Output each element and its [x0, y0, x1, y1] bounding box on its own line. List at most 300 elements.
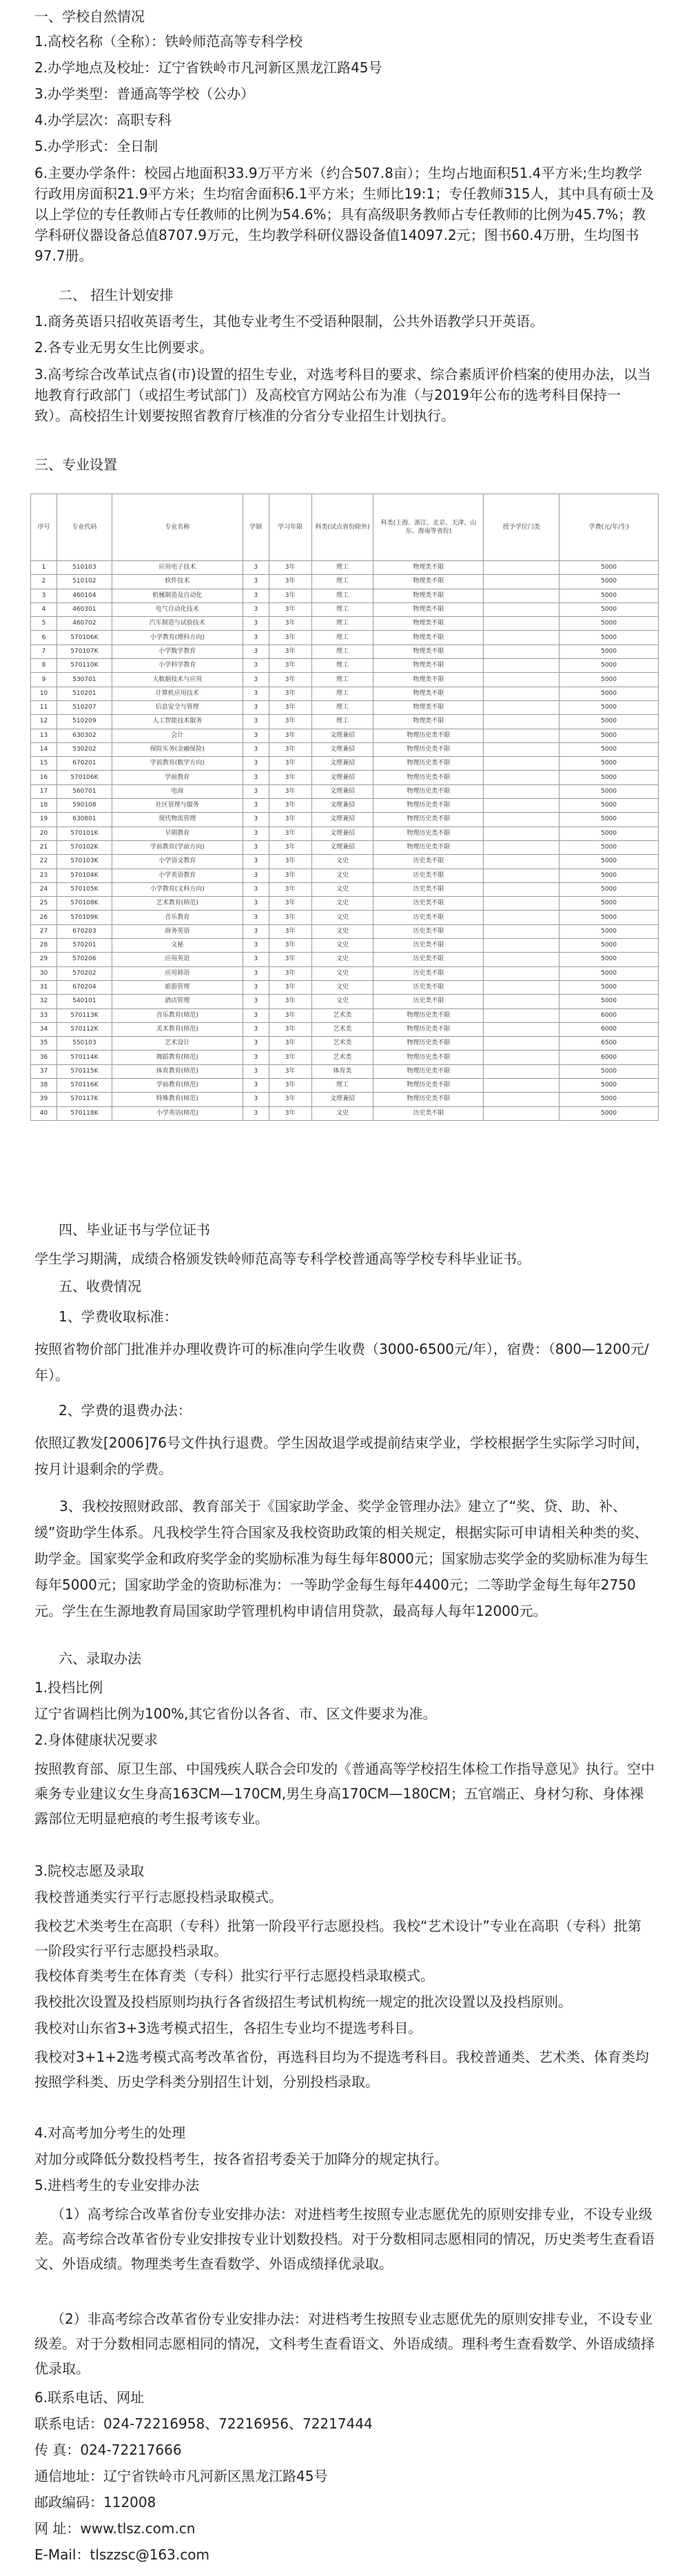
table-cell: 物理历史类不限 [373, 784, 484, 798]
table-cell: 5000 [560, 589, 659, 602]
table-cell: 3 [243, 700, 269, 714]
table-cell: 物理类不限 [373, 687, 484, 700]
table-row [31, 924, 659, 938]
table-cell: 3 [243, 687, 269, 700]
table-cell: 590108 [57, 799, 112, 813]
table-row [31, 869, 659, 882]
table-cell: 理工 [311, 561, 373, 575]
table-cell: 物理类不限 [373, 561, 484, 575]
table-cell [484, 1093, 560, 1106]
table-cell: 3 [243, 645, 269, 658]
table-cell: 物理历史类不限 [373, 1064, 484, 1078]
major-table-header [31, 494, 659, 561]
table-cell: 物理类不限 [373, 631, 484, 645]
major-table [30, 494, 659, 1121]
table-cell: 3年 [269, 995, 311, 1008]
table-cell: 汽车制造与试验技术 [112, 617, 243, 631]
table-cell: 文史 [311, 869, 373, 882]
ratio-heading: 1.投档比例 [34, 1679, 103, 1696]
table-row [31, 953, 659, 966]
table-cell: 26 [31, 911, 57, 924]
tuition-heading: 1、学费收取标准： [59, 1308, 178, 1325]
table-cell: 3年 [269, 602, 311, 616]
table-cell: 570103K [57, 855, 112, 869]
table-cell: 理工 [311, 602, 373, 616]
table-cell: 630801 [57, 813, 112, 826]
table-cell [484, 897, 560, 911]
volunteer-heading: 3.院校志愿及录取 [34, 1863, 145, 1879]
table-cell [484, 1037, 560, 1051]
table-cell: 3年 [269, 771, 311, 784]
table-cell: 物理类不限 [373, 659, 484, 673]
major-table-header-cell: 专业名称 [112, 494, 243, 561]
table-cell: 3 [243, 869, 269, 882]
arrangement-reform: （1）高考综合改革省份专业安排办法：对进档考生按照专业志愿优先的原则安排专业，不设专业级差。高考综合改革省份专业安排按专业计划数投档。对于分数相同志愿相同的情况，历史类考生查看语文、外语成绩。物理类考生查看数学、外语成绩择优录取。 [34, 2206, 655, 2272]
table-cell: 3年 [269, 729, 311, 742]
table-cell: 历史类不限 [373, 1106, 484, 1120]
table-cell: 7 [31, 645, 57, 658]
major-table-body [31, 561, 659, 1121]
table-cell: 5000 [560, 966, 659, 980]
table-cell: 物理历史类不限 [373, 1078, 484, 1092]
table-cell: 3年 [269, 1008, 311, 1022]
table-row [31, 784, 659, 798]
table-cell: 物理历史类不限 [373, 729, 484, 742]
table-row [31, 813, 659, 826]
table-cell: 物理类不限 [373, 617, 484, 631]
major-table-header-cell: 序号 [31, 494, 57, 561]
table-cell: 理工 [311, 645, 373, 658]
table-cell: 5000 [560, 757, 659, 771]
table-cell [484, 673, 560, 687]
table-cell: 12 [31, 715, 57, 729]
table-row [31, 645, 659, 658]
certificate-text: 学生学习期满，成绩合格颁发铁岭师范高等专科学校普通高等学校专科毕业证书。 [34, 1250, 531, 1267]
table-cell: 3年 [269, 1093, 311, 1106]
table-cell: 5 [31, 617, 57, 631]
table-cell: 8 [31, 659, 57, 673]
table-cell: 物理历史类不限 [373, 813, 484, 826]
table-cell: 3年 [269, 924, 311, 938]
table-cell: 物理历史类不限 [373, 799, 484, 813]
table-cell: 3 [243, 1022, 269, 1036]
table-cell: 570117K [57, 1093, 112, 1106]
table-cell: 艺术教育(师范) [112, 897, 243, 911]
table-cell: 6500 [560, 1037, 659, 1051]
table-cell: 3年 [269, 784, 311, 798]
school-name: 1.高校名称（全称）：铁岭师范高等专科学校 [34, 33, 303, 50]
table-cell: 物理历史类不限 [373, 757, 484, 771]
table-cell: 历史类不限 [373, 897, 484, 911]
table-cell [484, 869, 560, 882]
table-cell [484, 1106, 560, 1120]
table-cell: 29 [31, 953, 57, 966]
table-cell: 3 [243, 729, 269, 742]
table-cell: 现代物流管理 [112, 813, 243, 826]
table-cell: 舞蹈教育(师范) [112, 1051, 243, 1064]
table-cell: 3 [243, 742, 269, 756]
table-cell: 3年 [269, 980, 311, 994]
table-cell: 5000 [560, 882, 659, 896]
volunteer-art: 我校艺术类考生在高职（专科）批第一阶段平行志愿投档。我校“艺术设计”专业在高职（专科）批第一阶段实行平行志愿投档录取。 [34, 1918, 642, 1959]
table-cell: 3 [243, 673, 269, 687]
table-cell: 5000 [560, 953, 659, 966]
table-cell: 3 [243, 1064, 269, 1078]
refund-heading: 2、学费的退费办法： [59, 1402, 192, 1419]
table-cell: 3 [243, 1106, 269, 1120]
table-cell [484, 799, 560, 813]
table-cell: 学前教育(师范) [112, 1078, 243, 1092]
table-cell: 保险实务(金融保险) [112, 742, 243, 756]
table-cell: 会计 [112, 729, 243, 742]
table-cell: 物理类不限 [373, 673, 484, 687]
table-cell: 5000 [560, 869, 659, 882]
table-row [31, 589, 659, 602]
volunteer-general: 我校普通类实行平行志愿投档录取模式。 [34, 1889, 283, 1905]
table-cell: 早期教育 [112, 826, 243, 840]
table-cell [484, 771, 560, 784]
table-cell: 39 [31, 1093, 57, 1106]
table-cell: 应用电子技术 [112, 561, 243, 575]
table-cell: 物理历史类不限 [373, 1037, 484, 1051]
table-cell: 文史 [311, 897, 373, 911]
table-cell: 文史 [311, 980, 373, 994]
table-cell: 23 [31, 869, 57, 882]
table-cell: 体育类 [311, 1064, 373, 1078]
table-row [31, 729, 659, 742]
refund-text: 依照辽教发[2006]76号文件执行退费。学生因故退学或提前结束学业，学校根据学生实际学习时间，按月计退剩余的学费。 [34, 1434, 649, 1477]
table-cell: 小学语文教育 [112, 855, 243, 869]
table-cell: 5000 [560, 687, 659, 700]
table-cell [484, 645, 560, 658]
table-cell [484, 602, 560, 616]
section-3-title: 三、专业设置 [34, 456, 117, 473]
section-5-title: 五、收费情况 [59, 1278, 141, 1295]
table-cell [484, 939, 560, 953]
table-row [31, 1106, 659, 1120]
table-cell [484, 966, 560, 980]
table-cell: 3年 [269, 953, 311, 966]
table-cell: 3 [243, 617, 269, 631]
contact-website[interactable]: 网 址：www.tlsz.com.cn [34, 2520, 196, 2537]
table-cell: 14 [31, 742, 57, 756]
table-cell: 9 [31, 673, 57, 687]
table-cell: 3 [243, 966, 269, 980]
table-cell [484, 757, 560, 771]
table-cell: 32 [31, 995, 57, 1008]
table-cell: 3 [243, 939, 269, 953]
section-4-title: 四、毕业证书与学位证书 [59, 1221, 210, 1238]
table-cell: 物理类不限 [373, 575, 484, 589]
table-cell: 5000 [560, 799, 659, 813]
table-cell: 小学英语(师范) [112, 1106, 243, 1120]
table-cell: 理工 [311, 617, 373, 631]
table-cell: 小学教育(文科方向) [112, 882, 243, 896]
table-cell: 15 [31, 757, 57, 771]
table-cell [484, 826, 560, 840]
contact-phone: 联系电话：024-72216958、72216956、72217444 [34, 2415, 373, 2432]
table-cell: 3 [243, 840, 269, 854]
table-cell: 570104K [57, 869, 112, 882]
table-cell: 510103 [57, 561, 112, 575]
table-cell: 460301 [57, 602, 112, 616]
table-cell: 6 [31, 631, 57, 645]
table-cell: 历史类不限 [373, 939, 484, 953]
table-cell: 大数据技术与应用 [112, 673, 243, 687]
major-table-header-cell: 学制 [243, 494, 269, 561]
contact-email[interactable]: E-Mail：tlszzsc@163.com [34, 2546, 209, 2563]
table-cell: 3年 [269, 840, 311, 854]
table-row [31, 897, 659, 911]
table-cell: 24 [31, 882, 57, 896]
table-cell: 5000 [560, 897, 659, 911]
table-cell: 物理类不限 [373, 700, 484, 714]
table-cell: 文史 [311, 953, 373, 966]
contact-heading: 6.联系电话、网址 [34, 2389, 145, 2406]
table-cell: 670204 [57, 980, 112, 994]
table-cell [484, 953, 560, 966]
table-cell: 文理兼招 [311, 771, 373, 784]
plan-reform: 3.高考综合改革试点省(市)设置的招生专业，对选考科目的要求、综合素质评价档案的使用办法，以当地教育行政部门（或招生考试部门）及高校官方网站公布为准（与2019年公布的选考科目保持一致）。高校招生计划要按照省教育厅核准的分省分专业招生计划执行。 [34, 366, 651, 424]
table-cell: 人工智能技术服务 [112, 715, 243, 729]
table-row [31, 602, 659, 616]
table-cell: 3 [243, 1093, 269, 1106]
table-cell: 5000 [560, 645, 659, 658]
table-cell: 3 [243, 813, 269, 826]
table-cell: 文理兼招 [311, 813, 373, 826]
table-cell: 6000 [560, 1008, 659, 1022]
table-row [31, 980, 659, 994]
table-cell: 小学科学教育 [112, 659, 243, 673]
table-cell: 艺术类 [311, 1008, 373, 1022]
table-cell: 460104 [57, 589, 112, 602]
health-heading: 2.身体健康状况要求 [34, 1732, 158, 1748]
table-cell: 36 [31, 1051, 57, 1064]
table-row [31, 966, 659, 980]
table-cell: 11 [31, 700, 57, 714]
plan-english: 1.商务英语只招收英语考生，其他专业考生不受语种限制，公共外语教学只开英语。 [34, 313, 544, 329]
table-cell [484, 1022, 560, 1036]
table-cell: 计算机应用技术 [112, 687, 243, 700]
table-row [31, 911, 659, 924]
table-cell [484, 729, 560, 742]
table-cell: 音乐教育(师范) [112, 1008, 243, 1022]
table-cell: 艺术设计 [112, 1037, 243, 1051]
table-cell: 小学数学教育 [112, 645, 243, 658]
table-cell: 3年 [269, 966, 311, 980]
table-row [31, 1051, 659, 1064]
table-cell: 3年 [269, 631, 311, 645]
table-cell: 3年 [269, 869, 311, 882]
ratio-text: 辽宁省调档比例为100%,其它省份以各省、市、区文件要求为准。 [34, 1705, 437, 1722]
table-cell: 3 [243, 826, 269, 840]
table-cell: 文秘 [112, 939, 243, 953]
table-cell: 文理兼招 [311, 826, 373, 840]
table-cell: 历史类不限 [373, 953, 484, 966]
table-cell: 3 [243, 980, 269, 994]
major-table-header-cell: 授予学位门类 [484, 494, 560, 561]
table-cell: 理工 [311, 575, 373, 589]
table-cell: 5000 [560, 715, 659, 729]
table-cell: 5000 [560, 911, 659, 924]
table-cell: 5000 [560, 855, 659, 869]
table-cell [484, 1064, 560, 1078]
table-row [31, 575, 659, 589]
table-cell: 物理类不限 [373, 589, 484, 602]
table-cell: 电气自动化技术 [112, 602, 243, 616]
health-text: 按照教育部、原卫生部、中国残疾人联合会印发的《普通高等学校招生体检工作指导意见》执行。空中乘务专业建议女生身高163CM—170CM,男生身高170CM—180CM；五官端正、身材匀称、身体裸露部位无明显疤痕的考生报考该专业。 [34, 1761, 655, 1827]
table-cell: 3 [243, 995, 269, 1008]
table-cell [484, 742, 560, 756]
table-cell: 570201 [57, 939, 112, 953]
table-cell: 530701 [57, 673, 112, 687]
table-cell [484, 813, 560, 826]
table-cell: 3年 [269, 742, 311, 756]
table-cell: 510201 [57, 687, 112, 700]
table-cell: 物理历史类不限 [373, 1008, 484, 1022]
table-cell: 3年 [269, 589, 311, 602]
table-cell: 460702 [57, 617, 112, 631]
table-cell: 3年 [269, 1022, 311, 1036]
table-cell: 3年 [269, 897, 311, 911]
table-cell: 3 [243, 575, 269, 589]
table-cell: 3 [243, 659, 269, 673]
table-row [31, 1037, 659, 1051]
table-cell: 510102 [57, 575, 112, 589]
table-cell: 3 [243, 784, 269, 798]
major-table-header-cell: 科类(试点省份除外) [311, 494, 373, 561]
table-cell: 学前教育 [112, 771, 243, 784]
table-cell: 信息安全与管理 [112, 700, 243, 714]
table-cell: 3年 [269, 700, 311, 714]
table-cell: 5000 [560, 602, 659, 616]
table-row [31, 1064, 659, 1078]
table-cell [484, 1078, 560, 1092]
table-cell: 5000 [560, 813, 659, 826]
table-row [31, 826, 659, 840]
table-cell: 3 [243, 882, 269, 896]
table-cell: 文理兼招 [311, 784, 373, 798]
table-cell: 艺术类 [311, 1037, 373, 1051]
table-cell [484, 631, 560, 645]
table-cell: 3年 [269, 826, 311, 840]
table-cell: 16 [31, 771, 57, 784]
table-cell: 6000 [560, 1022, 659, 1036]
table-row [31, 771, 659, 784]
table-cell: 机械制造及自动化 [112, 589, 243, 602]
table-cell: 社区管理与服务 [112, 799, 243, 813]
table-cell: 旅游管理 [112, 980, 243, 994]
school-conditions: 6.主要办学条件：校园占地面积33.9万平方米（约合507.8亩）；生均占地面积51.4平方米;生均教学行政用房面积21.9平方米；生均宿舍面积6.1平方米；生师比19:1；专任教师315人，其中具有硕士及以上学位的专任教师占专任教师的比例为54.6%；具有高级职务教师占专任教师的比例为45.7%；教学科研仪器设备总值8707.9万元，生均教学科研仪器设备值14097.2元；图书60.4万册，生均图书97.7册。 [34, 165, 655, 264]
section-6-title: 六、录取办法 [59, 1650, 141, 1667]
arrangement-heading: 5.进档考生的专业安排办法 [34, 2177, 200, 2193]
major-table-header-cell: 专业代码 [57, 494, 112, 561]
table-cell: 3 [243, 715, 269, 729]
table-cell: 670203 [57, 924, 112, 938]
table-cell: 理工 [311, 687, 373, 700]
table-cell: 510207 [57, 700, 112, 714]
table-row [31, 631, 659, 645]
table-cell [484, 995, 560, 1008]
table-cell: 3 [243, 771, 269, 784]
table-cell: 5000 [560, 784, 659, 798]
table-cell: 物理历史类不限 [373, 1022, 484, 1036]
major-table-header-cell: 学习年限 [269, 494, 311, 561]
table-cell: 文理兼招 [311, 1093, 373, 1106]
table-cell: 历史类不限 [373, 995, 484, 1008]
table-cell [484, 575, 560, 589]
table-row [31, 561, 659, 575]
table-row [31, 617, 659, 631]
table-cell: 3 [243, 1051, 269, 1064]
table-cell [484, 855, 560, 869]
table-cell: 3年 [269, 561, 311, 575]
contact-address: 通信地址：辽宁省铁岭市凡河新区黑龙江路45号 [34, 2468, 328, 2484]
table-cell [484, 700, 560, 714]
school-address: 2.办学地点及校址：辽宁省铁岭市凡河新区黑龙江路45号 [34, 59, 382, 76]
table-cell [484, 840, 560, 854]
table-cell: 3年 [269, 882, 311, 896]
table-cell: 5000 [560, 575, 659, 589]
table-cell: 570116K [57, 1078, 112, 1092]
table-row [31, 799, 659, 813]
table-cell: 38 [31, 1078, 57, 1092]
table-cell: 电商 [112, 784, 243, 798]
table-cell [484, 1008, 560, 1022]
table-cell: 18 [31, 799, 57, 813]
table-cell: 理工 [311, 631, 373, 645]
table-cell: 17 [31, 784, 57, 798]
table-cell: 3年 [269, 617, 311, 631]
table-cell: 体育教育(师范) [112, 1064, 243, 1078]
table-cell: 570108K [57, 897, 112, 911]
table-cell: 3年 [269, 687, 311, 700]
table-cell: 文史 [311, 1106, 373, 1120]
table-cell [484, 561, 560, 575]
table-cell: 3年 [269, 939, 311, 953]
table-cell: 3年 [269, 645, 311, 658]
table-cell: 5000 [560, 1093, 659, 1106]
table-cell [484, 617, 560, 631]
table-row [31, 995, 659, 1008]
table-cell: 550103 [57, 1037, 112, 1051]
table-cell: 570113K [57, 1008, 112, 1022]
table-cell: 3年 [269, 813, 311, 826]
table-cell: 理工 [311, 673, 373, 687]
table-cell: 530202 [57, 742, 112, 756]
table-cell: 物理类不限 [373, 645, 484, 658]
table-cell: 5000 [560, 840, 659, 854]
table-cell: 3 [243, 799, 269, 813]
bonus-text: 对加分或降低分数投档考生，按各省招考委关于加降分的规定执行。 [34, 2151, 448, 2167]
table-cell [484, 911, 560, 924]
table-cell: 3 [243, 757, 269, 771]
table-cell: 570102K [57, 840, 112, 854]
major-table-header-cell: 科类(上海、浙江、北京、天津、山东、海南等省份) [373, 494, 484, 561]
table-cell: 文史 [311, 939, 373, 953]
volunteer-shandong: 我校对山东省3+3选考模式招生，各招生专业均不提选考科目。 [34, 2020, 422, 2036]
table-cell: 物理历史类不限 [373, 1093, 484, 1106]
table-cell: 学前教育(学前方向) [112, 840, 243, 854]
table-cell: 40 [31, 1106, 57, 1120]
table-cell: 艺术类 [311, 1051, 373, 1064]
table-cell: 理工 [311, 715, 373, 729]
volunteer-batch: 我校批次设置及投档原则均执行各省级招生考试机构统一规定的批次设置以及投档原则。 [34, 1994, 572, 2010]
table-cell: 3年 [269, 575, 311, 589]
table-cell: 3年 [269, 673, 311, 687]
table-row [31, 939, 659, 953]
table-cell: 商务英语 [112, 924, 243, 938]
